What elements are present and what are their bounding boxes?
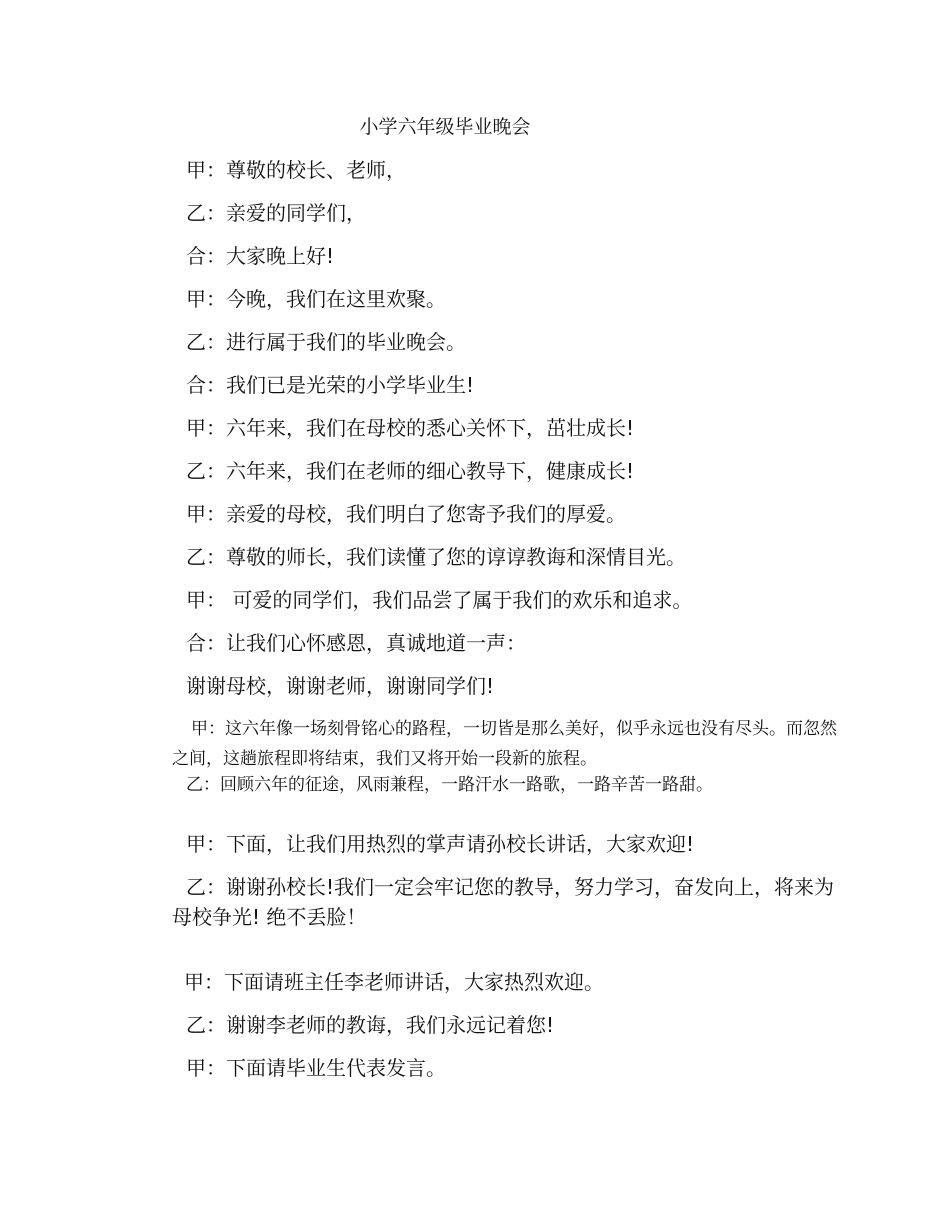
script-line: 乙：谢谢李老师的教诲，我们永远记着您! — [186, 1013, 555, 1037]
script-line: 甲：下面请班主任李老师讲话，大家热烈欢迎。 — [184, 970, 604, 994]
script-line: 合：我们已是光荣的小学毕业生! — [186, 373, 475, 397]
script-line: 乙：回顾六年的征途，风雨兼程，一路汗水一路歌，一路辛苦一路甜。 — [186, 775, 713, 795]
script-line: 甲：尊敬的校长、老师， — [186, 158, 406, 182]
script-line: 合：让我们心怀感恩，真诚地道一声： — [186, 631, 526, 655]
script-line: 甲：六年来，我们在母校的悉心关怀下，茁壮成长! — [186, 416, 635, 440]
script-line: 乙：六年来，我们在老师的细心教导下，健康成长! — [186, 459, 635, 483]
script-line: 乙：尊敬的师长，我们读懂了您的谆谆教诲和深情目光。 — [186, 545, 686, 569]
script-paragraph: 乙：谢谢孙校长!我们一定会牢记您的教导，努力学习，奋发向上，将来为母校争光! 绝不丢脸！ — [172, 875, 835, 929]
script-line: 甲：下面请毕业生代表发言。 — [186, 1056, 446, 1080]
script-line: 甲：亲爱的母校，我们明白了您寄予我们的厚爱。 — [186, 502, 626, 526]
script-line: 甲： 可爱的同学们，我们品尝了属于我们的欢乐和追求。 — [186, 588, 693, 612]
script-line: 甲：下面，让我们用热烈的掌声请孙校长讲话，大家欢迎! — [186, 832, 695, 856]
script-line: 乙：亲爱的同学们， — [186, 201, 366, 225]
script-line: 甲：今晚，我们在这里欢聚。 — [186, 287, 446, 311]
script-line: 谢谢母校，谢谢老师，谢谢同学们! — [186, 674, 495, 698]
script-line: 合：大家晚上好! — [186, 244, 335, 268]
script-line: 乙：进行属于我们的毕业晚会。 — [186, 330, 466, 354]
script-paragraph: 甲：这六年像一场刻骨铭心的路程，一切皆是那么美好，似乎永远也没有尽头。而忽然之间，这趟旅程即将结束，我们又将开始一段新的旅程。 — [172, 719, 837, 769]
document-title: 小学六年级毕业晚会 — [359, 116, 531, 138]
